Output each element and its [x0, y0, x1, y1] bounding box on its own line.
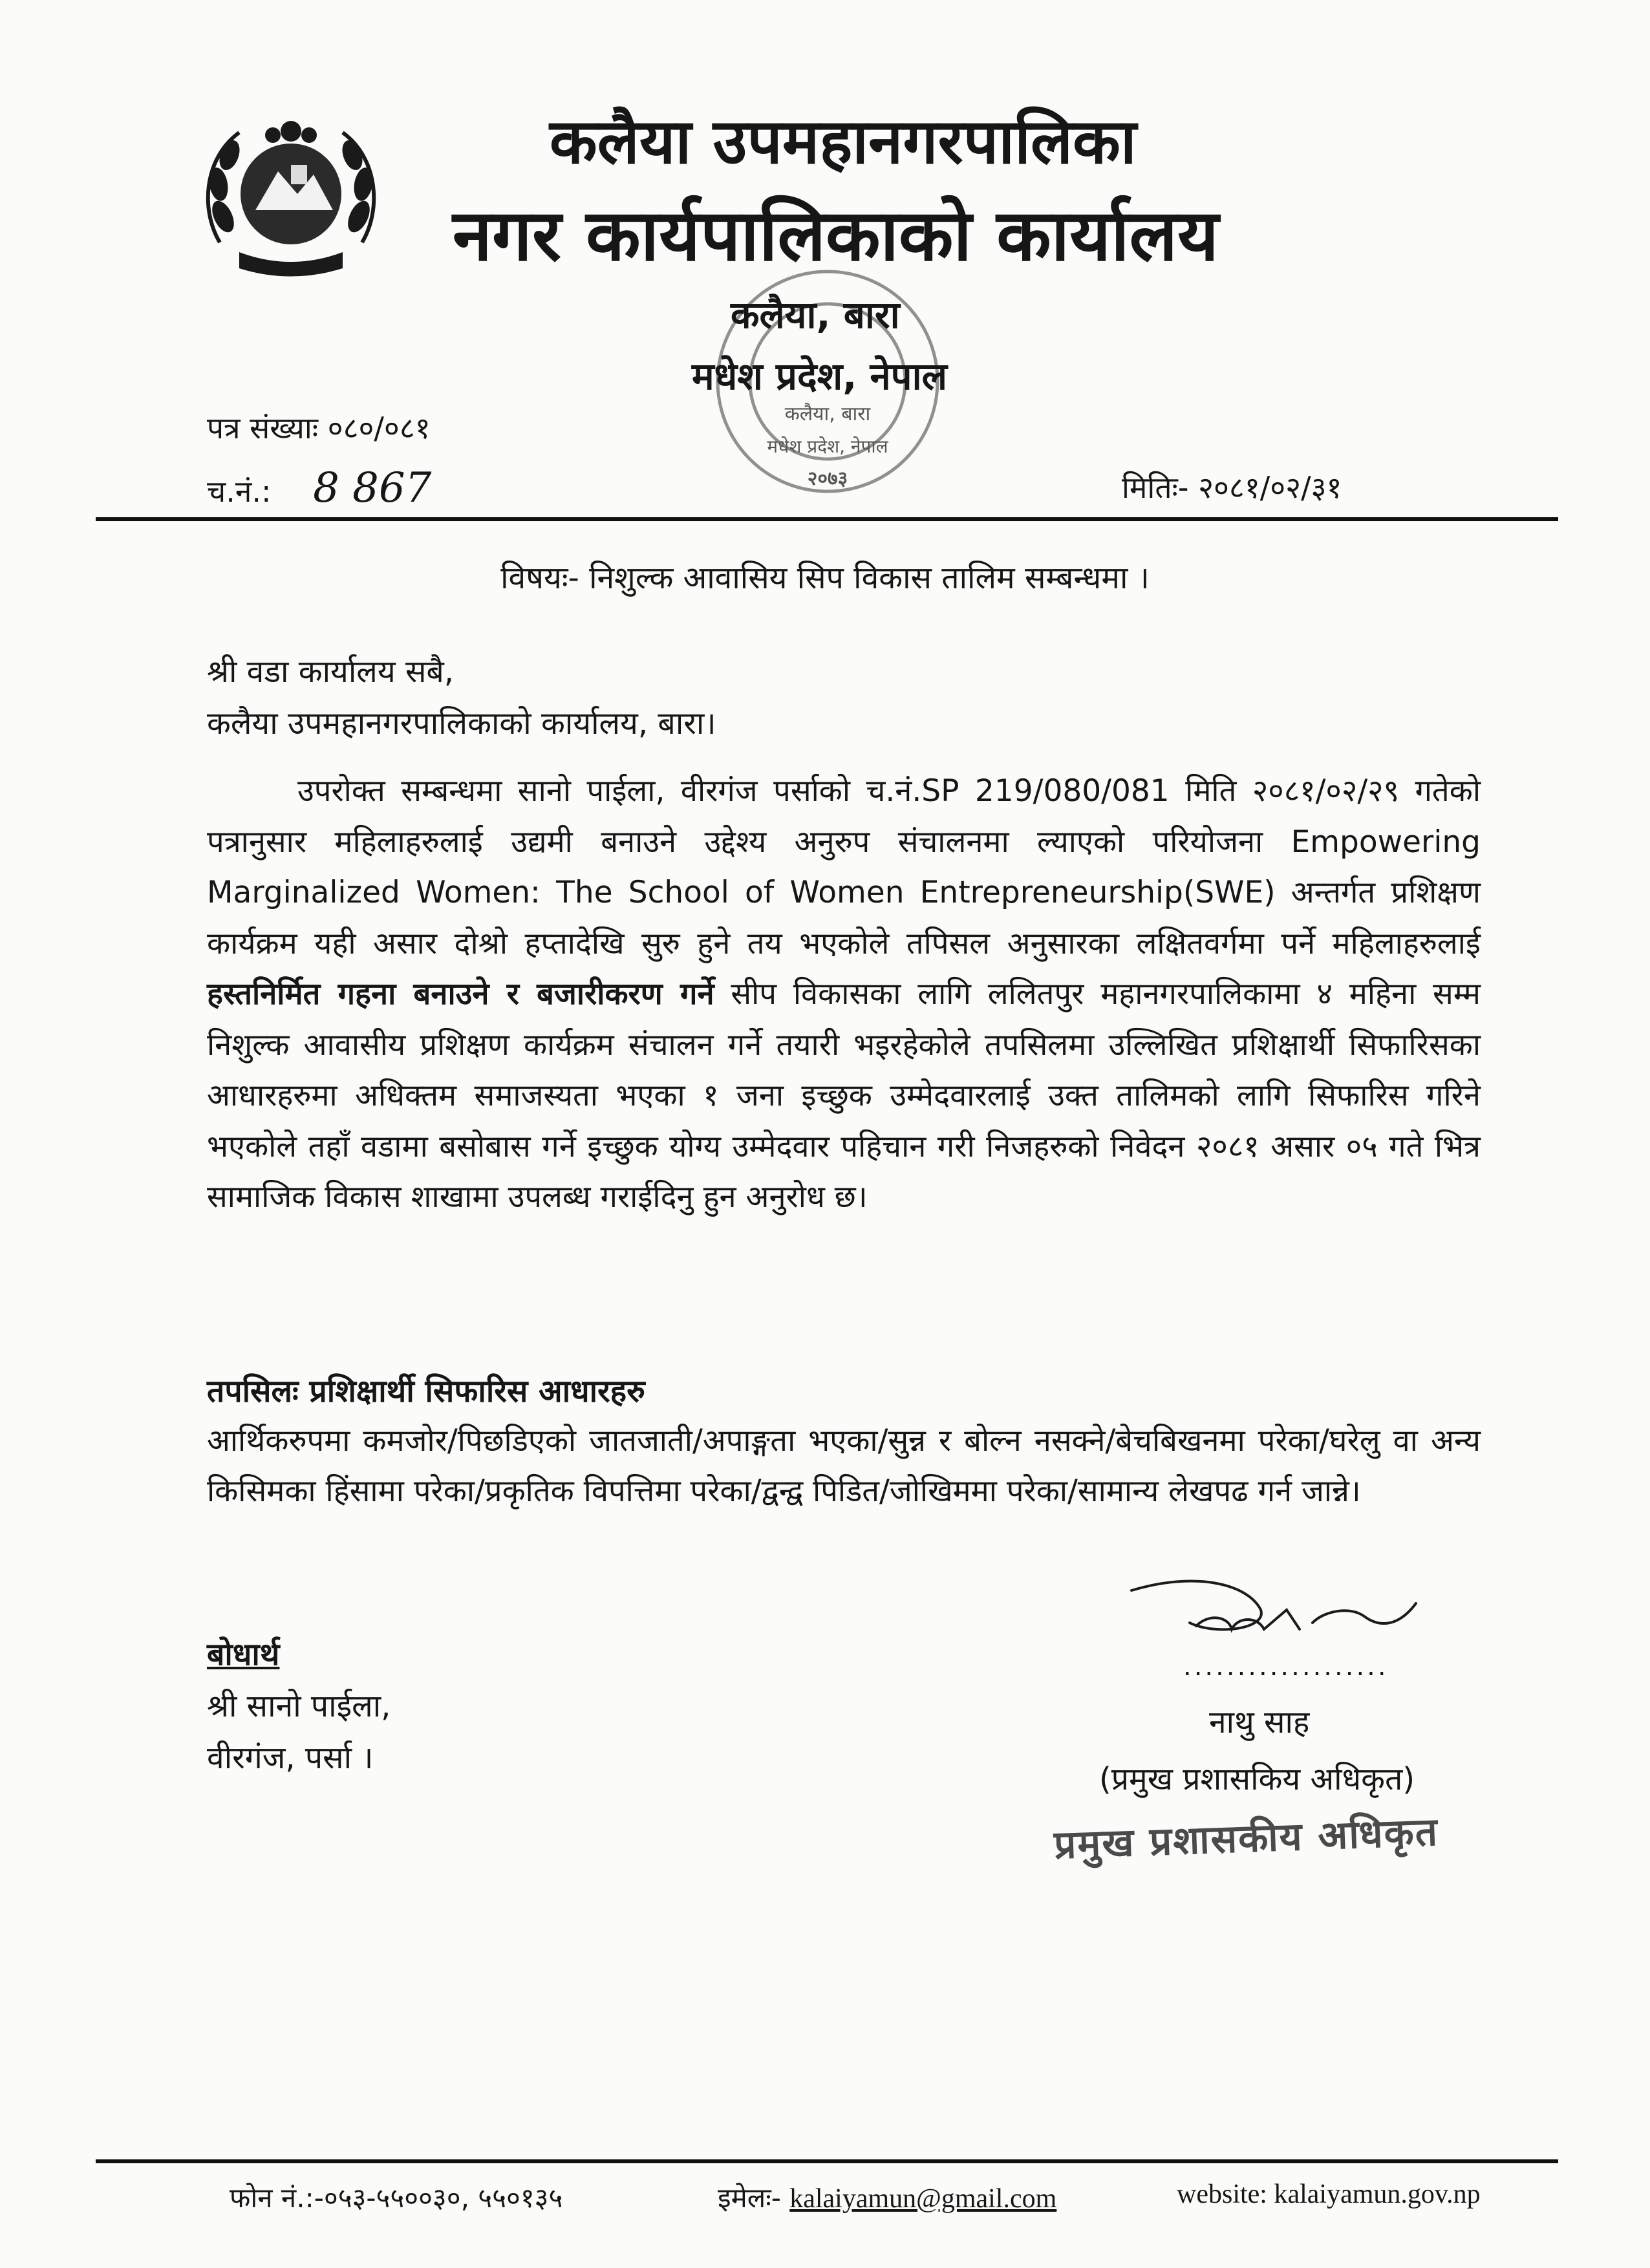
- seal-text-mid: कलैया, बारा: [784, 403, 871, 425]
- addressee-line2: कलैया उपमहानगरपालिकाको कार्यालय, बारा।: [207, 705, 716, 742]
- reference-number-value: 8 867: [313, 464, 432, 512]
- signature-line: ...................: [1183, 1652, 1389, 1682]
- footer-phone: फोन नं.:-०५३-५५००३०, ५५०१३५: [230, 2182, 563, 2214]
- cc-line1: श्री सानो पाईला,: [207, 1688, 391, 1724]
- date-value: २०८१/०२/३१: [1198, 470, 1342, 505]
- handwritten-signature: [1119, 1565, 1442, 1655]
- email-link[interactable]: kalaiyamun@gmail.com: [789, 2184, 1057, 2214]
- footer-email: [718, 2179, 1056, 2216]
- letter-body: [207, 766, 1481, 1223]
- footer-website[interactable]: website: kalaiyamun.gov.np: [1177, 2179, 1481, 2209]
- office-name: नगर कार्यपालिकाको कार्यालय: [453, 194, 1219, 277]
- seal-text-bottom: मधेश प्रदेश, नेपाल: [767, 436, 888, 457]
- signatory-name: नाथु साह: [1209, 1704, 1310, 1740]
- seal-year: २०७३: [807, 467, 848, 490]
- footer-divider: [96, 2159, 1558, 2163]
- cc-label: बोधार्थ: [207, 1636, 280, 1673]
- reference-number: [207, 464, 431, 512]
- signatory-title: (प्रमुख प्रशासकिय अधिकृत): [1099, 1761, 1415, 1797]
- footer-email-label: इमेलः-: [718, 2182, 781, 2214]
- letter-subject: विषयः- निशुल्क आवासिय सिप विकास तालिम सम्बन्धमा ।: [500, 560, 1150, 596]
- designation-stamp: प्रमुख प्रशासकीय अधिकृत: [1053, 1809, 1440, 1868]
- date-label: मितिः-: [1122, 470, 1189, 505]
- office-location: कलैया, बारा: [731, 293, 900, 337]
- letter-number: [207, 407, 431, 447]
- schedule-text: आर्थिकरुपमा कमजोर/पिछडिएको जातजाती/अपाङ्गता भएका/सुन्न र बोल्न नसक्ने/बेचबिखनमा परेका/घरेलु वा अन्य किसिमका हिंसामा परेका/प्रकृतिक विपत्तिमा परेका/द्वन्द्व पिडित/जोखिममा परेका/सामान्य लेखपढ गर्न जान्ने।: [207, 1423, 1481, 1509]
- letter-number-value: ०८०/०८१: [327, 411, 431, 445]
- schedule-title: तपसिलः प्रशिक्षार्थी सिफारिस आधारहरु: [207, 1373, 645, 1409]
- office-province: मधेश प्रदेश, नेपाल: [692, 354, 947, 398]
- addressee-line1: श्री वडा कार्यालय सबै,: [207, 654, 455, 690]
- reference-number-label: च.नं.:: [207, 474, 272, 509]
- body-part2: सीप विकासका लागि ललितपुर महानगरपालिकामा ४ महिना सम्म निशुल्क आवासीय प्रशिक्षण कार्यक्रम संचालन गर्ने तयारी भइरहेकोले तपसिलमा उल्लिखित प्रशिक्षार्थी सिफारिसका आधारहरुमा अधिक्तम समाजस्यता भएका १ जना इच्छुक उम्मेदवारलाई उक्त तालिमको लागि सिफारिस गरिने भएकोले तहाँ वडामा बसोबास गर्ने इच्छुक योग्य उम्मेदवार पहिचान गरी निजहरुको निवेदन २०८१ असार ०५ गते भित्र सामाजिक विकास शाखामा उपलब्ध गराईदिनु हुन अनुरोध छ।: [207, 976, 1481, 1215]
- cc-line2: वीरगंज, पर्सा ।: [207, 1740, 374, 1776]
- government-emblem: [194, 113, 388, 288]
- letter-date: [1122, 467, 1342, 507]
- body-highlight: हस्तनिर्मित गहना बनाउने र बजारीकरण गर्ने: [207, 976, 714, 1012]
- letter-number-label: पत्र संख्याः: [207, 411, 319, 445]
- body-part1: उपरोक्त सम्बन्धमा सानो पाईला, वीरगंज पर्साको च.नं.SP 219/080/081 मिति २०८१/०२/२९ गतेको पत्रानुसार महिलाहरुलाई उद्यमी बनाउने उद्देश्य अनुरुप संचालनमा ल्याएको परियोजना Empowering Marginalized Women: The School of Women Entrepreneurship(SWE) अन्तर्गत प्रशिक्षण कार्यक्रम यही असार दोश्रो हप्तादेखि सुरु हुने तय भएकोले तपिसल अनुसारका लक्षितवर्गमा पर्ने महिलाहरुलाई: [207, 773, 1481, 961]
- header-divider: [96, 517, 1558, 521]
- org-name: कलैया उपमहानगरपालिका: [550, 105, 1137, 178]
